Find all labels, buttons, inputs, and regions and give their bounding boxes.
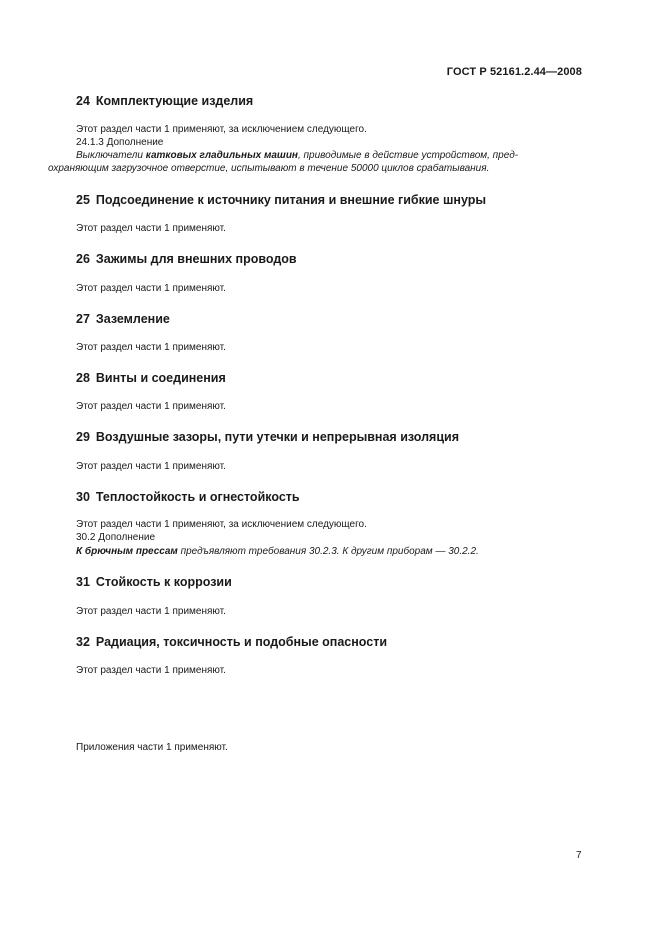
- section-29-heading: [76, 430, 459, 444]
- note-text: Выключатели: [76, 150, 146, 161]
- section-28-heading: [76, 371, 226, 385]
- section-number: 29: [76, 430, 90, 444]
- section-title: Заземление: [95, 312, 170, 326]
- section-title: Зажимы для внешних проводов: [95, 252, 297, 266]
- section-title: Комплектующие изделия: [95, 94, 254, 108]
- note-text: , приводимые в действие устройством, пред-: [297, 150, 519, 161]
- section-number: 31: [76, 575, 90, 589]
- page-number: 7: [576, 850, 582, 861]
- section-31-text: Этот раздел части 1 применяют.: [76, 606, 226, 617]
- section-title: Подсоединение к источнику питания и внешние гибкие шнуры: [95, 193, 487, 207]
- note-line-2: охраняющим загрузочное отверстие, испытывают в течение 50000 циклов срабатывания.: [48, 163, 490, 174]
- section-32-text: Этот раздел части 1 применяют.: [76, 665, 226, 676]
- section-title: Винты и соединения: [95, 371, 226, 385]
- section-number: 27: [76, 312, 90, 326]
- section-31-heading: [76, 575, 232, 589]
- section-25-heading: [76, 193, 486, 207]
- section-25-text: Этот раздел части 1 применяют.: [76, 223, 226, 234]
- section-30-heading: [76, 490, 300, 504]
- section-27-text: Этот раздел части 1 применяют.: [76, 342, 226, 353]
- section-title: Радиация, токсичность и подобные опасности: [95, 635, 388, 649]
- doc-code: ГОСТ Р 52161.2.44—2008: [446, 66, 582, 78]
- section-24-sub: 24.1.3 Дополнение: [76, 137, 164, 148]
- note-line-1: [48, 149, 584, 162]
- section-title: Воздушные зазоры, пути утечки и непрерывная изоляция: [95, 430, 460, 444]
- section-28-text: Этот раздел части 1 применяют.: [76, 401, 226, 412]
- section-26-heading: [76, 252, 297, 266]
- section-30-intro: Этот раздел части 1 применяют, за исключением следующего.: [76, 519, 367, 530]
- section-29-text: Этот раздел части 1 применяют.: [76, 461, 226, 472]
- section-number: 32: [76, 635, 90, 649]
- appendix-note: Приложения части 1 применяют.: [76, 742, 228, 753]
- section-26-text: Этот раздел части 1 применяют.: [76, 283, 226, 294]
- note-emphasis: катковых гладильных машин: [145, 150, 298, 161]
- note-text: предъявляют требования 30.2.3. К другим приборам — 30.2.2.: [177, 546, 479, 557]
- section-title: Стойкость к коррозии: [95, 575, 232, 589]
- section-number: 24: [76, 94, 90, 108]
- section-number: 28: [76, 371, 90, 385]
- section-24-note: [48, 149, 584, 175]
- section-30-sub: 30.2 Дополнение: [76, 532, 156, 543]
- section-30-note: [76, 545, 479, 558]
- section-number: 30: [76, 490, 90, 504]
- section-27-heading: [76, 312, 170, 326]
- section-32-heading: [76, 635, 387, 649]
- section-title: Теплостойкость и огнестойкость: [95, 490, 300, 504]
- section-number: 26: [76, 252, 90, 266]
- note-emphasis: К брючным прессам: [76, 546, 178, 557]
- section-24-intro: Этот раздел части 1 применяют, за исключением следующего.: [76, 124, 367, 135]
- section-24-heading: [76, 94, 253, 108]
- section-number: 25: [76, 193, 90, 207]
